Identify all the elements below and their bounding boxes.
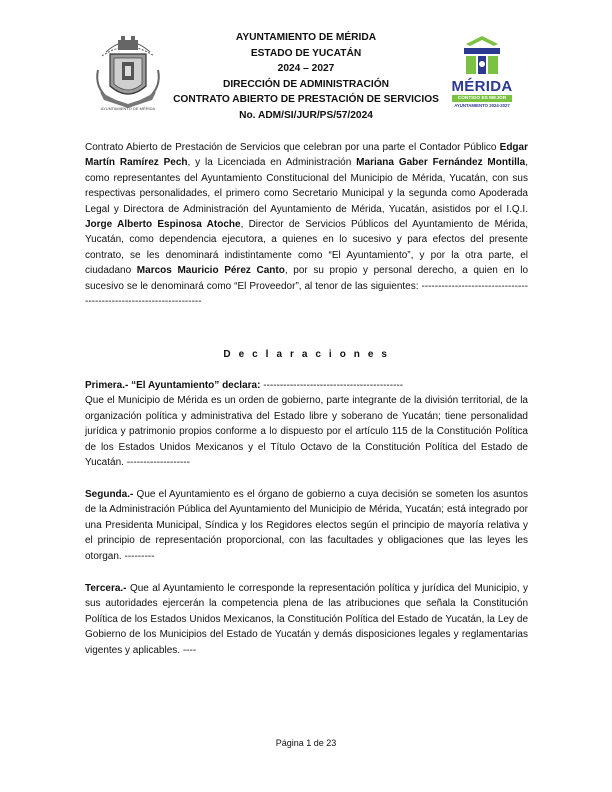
intro-text: Contrato Abierto de Prestación de Servicios que celebran por una parte el Contador Público	[85, 142, 500, 153]
segunda-text: Que el Ayuntamiento es el órgano de gobierno a cuya decisión se someten los asuntos de la Administración Pública del Ayuntamiento del Municipio de Mérida, Yucatán; está integrado por una Presidenta Municipal, Síndica y los Regidores electos según el principio de mayoría relativa y el principio de representación proporcional, con las facultades y obligaciones que las leyes les otorgan.	[85, 489, 528, 562]
merida-tagline: CONTIGO ES MEJOR	[452, 95, 512, 102]
party-name-secretario: Edgar Martín Ramírez Pech	[85, 142, 528, 169]
declaracion-segunda	[85, 487, 528, 564]
party-name-proveedor: Marcos Mauricio Pérez Canto	[136, 265, 285, 277]
header-line-estado: ESTADO DE YUCATÁN	[250, 47, 362, 59]
primera-text: Que el Municipio de Mérida es un orden de gobierno, parte integrante de la división territorial, de la organización política y administrativa del Estado libre y soberano de Yucatán; tiene personalidad jurídica y patrimonio propios conforme a lo dispuesto por el artículo 115 de la Constitución Política de los Estados Unidos Mexicanos y el Título Octavo de la Constitución Política del Estado de Yucatán.	[85, 395, 528, 469]
declaraciones-heading: D e c l a r a c i o n e s	[223, 349, 390, 360]
intro-text: , por su propio y personal derecho, a quien en lo sucesivo se le denominará como “El Proveedor”, al tenor de las siguientes:	[85, 265, 529, 292]
page-number: Página 1 de 23	[275, 738, 337, 748]
merida-years: AYUNTAMIENTO 2024-2027	[454, 103, 510, 108]
primera-heading: Primera.- “El Ayuntamiento” declara:	[85, 380, 261, 391]
dash-filler: ------------------------------------------	[260, 380, 404, 391]
dash-filler: ----	[182, 644, 197, 656]
document-header	[150, 30, 462, 124]
merida-contigo-es-mejor-logo	[444, 34, 520, 108]
segunda-heading: Segunda.-	[85, 489, 134, 500]
dash-filler: -------------------------------------------------------------------	[85, 280, 528, 308]
intro-text: , y la Licenciada en Administración	[187, 157, 357, 169]
coat-of-arms-caption: AYUNTAMIENTO DE MÉRIDA	[100, 106, 156, 111]
dash-filler: ---------	[124, 550, 155, 562]
header-line-direccion: DIRECCIÓN DE ADMINISTRACIÓN	[222, 78, 390, 90]
tercera-text: Que al Ayuntamiento le corresponde la representación política y jurídica del Municipio, y sus autoridades ejercerán la competencia plena de las atribuciones que señala la Constitución Política de los Estados Unidos Mexicanos, la Constitución Política del Estado de Yucatán, la Ley de Gobierno de los Municipios del Estado de Yucatán y demás disposiciones legales y reglamentarias vigentes y aplicables.	[85, 583, 528, 656]
dash-filler: -------------------	[126, 457, 190, 469]
party-name-director: Jorge Alberto Espinosa Atoche	[85, 219, 241, 231]
header-line-ayuntamiento: AYUNTAMIENTO DE MÉRIDA	[235, 32, 377, 43]
header-line-contrato: CONTRATO ABIERTO DE PRESTACIÓN DE SERVICIOS	[173, 94, 439, 106]
header-line-numero: No. ADM/SI/JUR/PS/57/2024	[239, 109, 373, 121]
header-line-periodo: 2024 – 2027	[277, 63, 335, 75]
merida-wordmark: MÉRIDA	[451, 78, 513, 95]
contract-intro-paragraph	[85, 140, 528, 309]
party-name-apoderada: Mariana Gaber Fernández Montilla	[356, 157, 526, 169]
intro-text: , Director de Servicios Públicos del Ayuntamiento de Mérida, Yucatán, como dependencia ejecutora, a quienes en lo sucesivo y para efectos del presente contrato, se les denominará indistintamente como “El Ayuntamiento”, y por la otra parte, el ciudadano	[85, 219, 528, 277]
declaracion-primera	[85, 378, 528, 470]
tercera-heading: Tercera.-	[85, 583, 127, 594]
declaracion-tercera	[85, 581, 528, 658]
intro-text: , como representantes del Ayuntamiento Constitucional del Municipio de Mérida, Yucatán, con sus respectivas personalidades, el primero como Secretario Municipal y la segunda como Apoderada Legal y Directora de Administración del Ayuntamiento de Mérida, Yucatán, asistidos por el I.Q.I.	[85, 157, 528, 215]
